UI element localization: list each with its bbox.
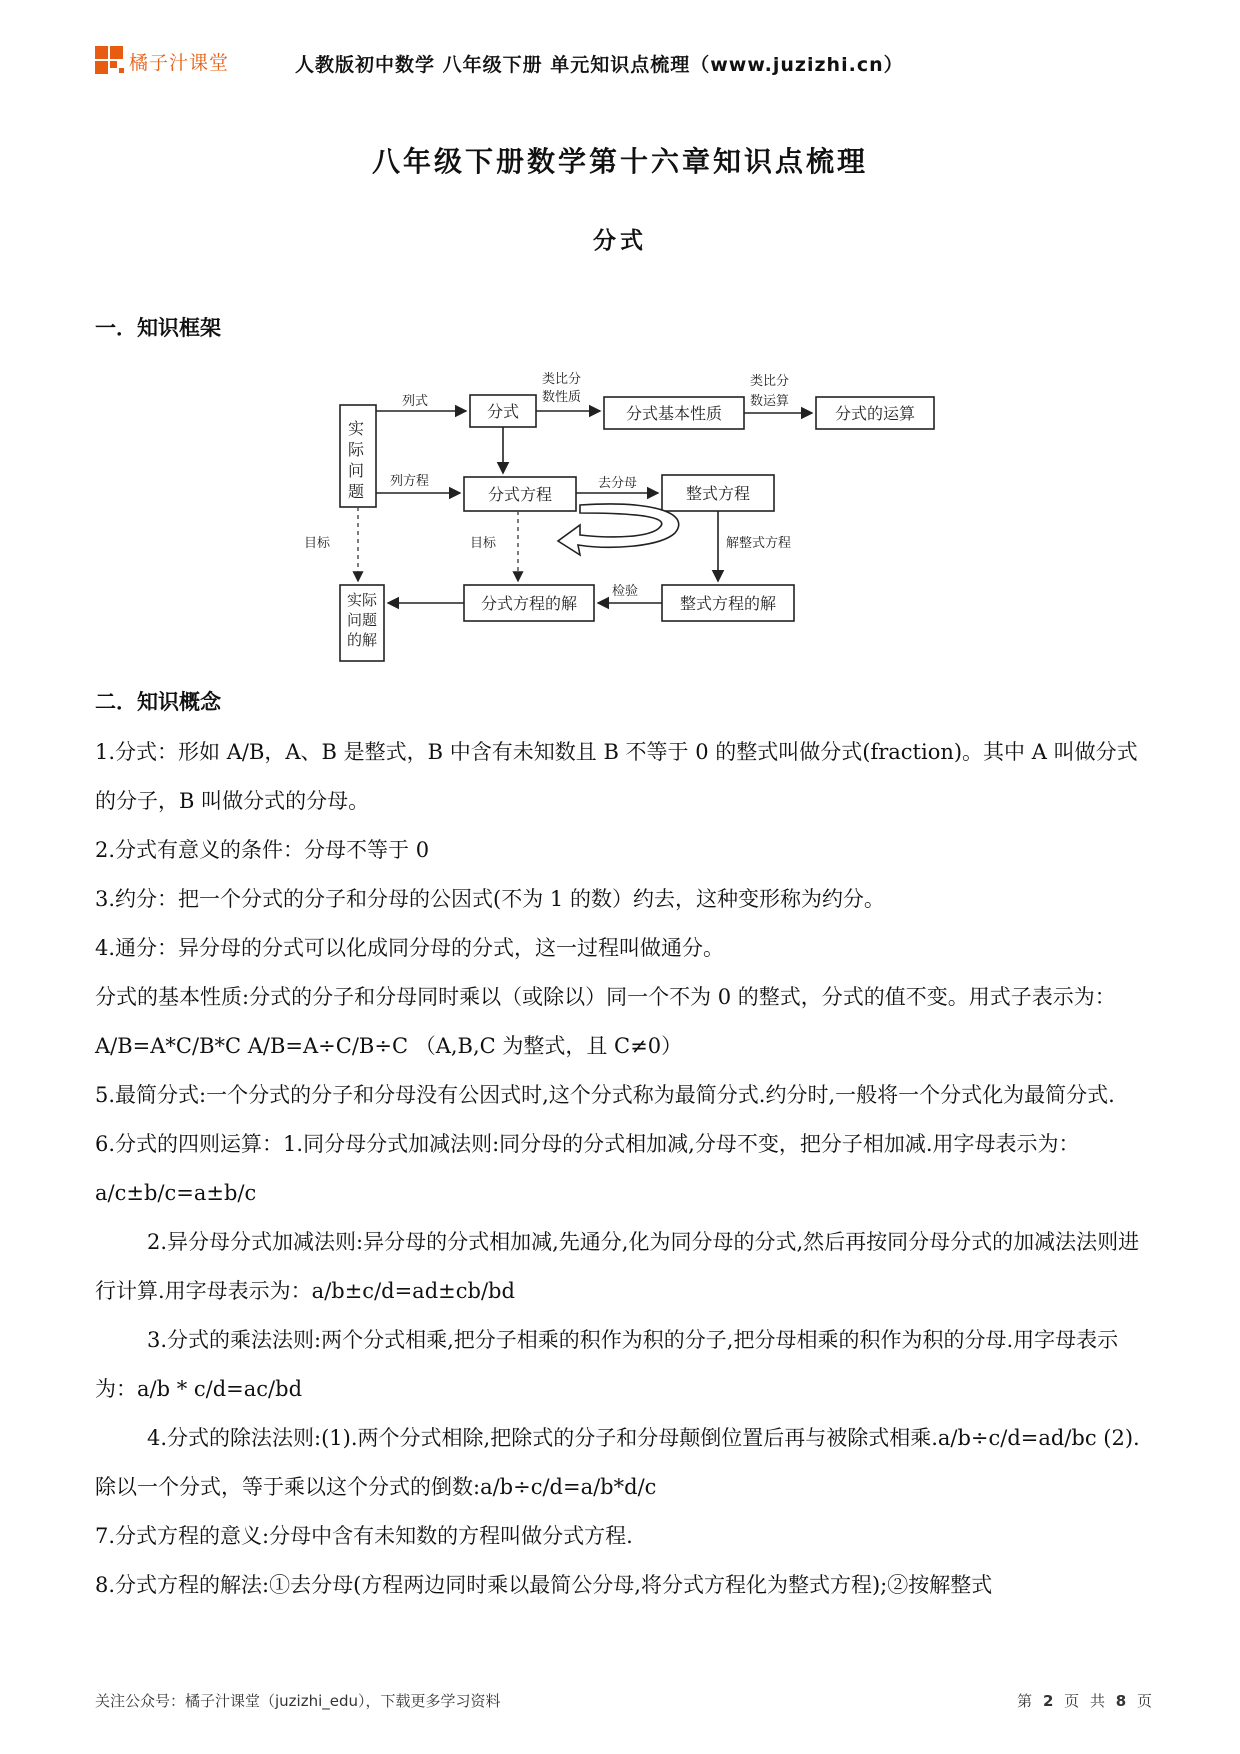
svg-text:目标: 目标 (304, 536, 331, 551)
paragraph: 1.分式：形如 A/B，A、B 是整式，B 中含有未知数且 B 不等于 0 的整式叫做分式(fraction)。其中 A 叫做分式的分子，B 叫做分式的分母。 (95, 740, 1138, 813)
paragraph: 3.分式的乘法法则:两个分式相乘,把分子相乘的积作为积的分子,把分母相乘的积作为积的分母.用字母表示为：a/b * c/d=ac/bd (95, 1328, 1119, 1401)
logo-squares-icon (95, 46, 125, 76)
paragraph: 6.分式的四则运算：1.同分母分式加减法则:同分母的分式相加减,分母不变，把分子相加减.用字母表示为：a/c±b/c=a±b/c (95, 1132, 1080, 1205)
svg-text:问: 问 (347, 461, 365, 480)
svg-text:解整式方程: 解整式方程 (726, 536, 792, 551)
page-subtitle: 分式 (593, 228, 647, 254)
paragraph: 4.分式的除法法则:(1).两个分式相除,把除式的分子和分母颠倒位置后再与被除式相乘.a/b÷c/d=ad/bc (2).除以一个分式，等于乘以这个分式的倒数:a/b÷c/d=a/b*d/c (95, 1426, 1140, 1499)
box-fraction-text: 分式 (486, 402, 520, 421)
svg-text:数性质: 数性质 (542, 390, 582, 405)
svg-text:列式: 列式 (402, 394, 429, 409)
svg-text:数运算: 数运算 (750, 394, 790, 409)
svg-text:检验: 检验 (612, 584, 639, 599)
page-header (95, 44, 1155, 84)
page-title: 八年级下册数学第十六章知识点梳理 (371, 145, 868, 178)
box-fraction-equation-text: 分式方程 (487, 485, 553, 504)
svg-text:的解: 的解 (346, 631, 378, 649)
svg-text:类比分: 类比分 (542, 372, 582, 387)
total-pages: 8 (1115, 1692, 1127, 1710)
box-integral-solution-text: 整式方程的解 (679, 594, 777, 613)
header-title: 人教版初中数学 八年级下册 单元知识点梳理（www.juzizhi.cn） (295, 54, 904, 76)
svg-text:实际: 实际 (346, 591, 378, 609)
logo-text: 橘子汁课堂 (129, 51, 230, 74)
box-operation-text: 分式的运算 (834, 404, 916, 423)
svg-text:目标: 目标 (470, 536, 497, 551)
box-integral-equation-text: 整式方程 (685, 484, 751, 503)
paragraph: 5.最简分式:一个分式的分子和分母没有公因式时,这个分式称为最简分式.约分时,一般将一个分式化为最简分式. (95, 1083, 1115, 1107)
svg-text:列方程: 列方程 (390, 474, 430, 489)
paragraph: 7.分式方程的意义:分母中含有未知数的方程叫做分式方程. (95, 1524, 633, 1548)
paragraph: 分式的基本性质:分式的分子和分母同时乘以（或除以）同一个不为 0 的整式，分式的值不变。用式子表示为：A/B=A*C/B*C A/B=A÷C/B÷C （A,B,C 为整式，且 C≠0） (95, 985, 1116, 1058)
svg-text:去分母: 去分母 (598, 476, 638, 491)
concept-list (95, 728, 1155, 1610)
knowledge-framework-diagram (304, 355, 950, 665)
page-number: 第 2 页 共 8 页 (1017, 1692, 1152, 1710)
paragraph: 4.通分：异分母的分式可以化成同分母的分式，这一过程叫做通分。 (95, 936, 725, 960)
box-fraction-solution-text: 分式方程的解 (480, 594, 578, 613)
svg-text:类比分: 类比分 (750, 374, 790, 389)
paragraph: 8.分式方程的解法:①去分母(方程两边同时乘以最简公分母,将分式方程化为整式方程);②按解整式 (95, 1573, 993, 1597)
section-heading-concepts: 二．知识概念 (95, 690, 221, 714)
brand-logo (95, 46, 229, 76)
box-actual-problem-text: 实 (347, 419, 365, 438)
paragraph: 3.约分：把一个分式的分子和分母的公因式(不为 1 的数）约去，这种变形称为约分。 (95, 887, 885, 911)
current-page: 2 (1042, 1692, 1054, 1710)
paragraph: 2.异分母分式加减法则:异分母的分式相加减,先通分,化为同分母的分式,然后再按同分母分式的加减法法则进行计算.用字母表示为：a/b±c/d=ad±cb/bd (95, 1230, 1140, 1303)
footer-note: 关注公众号：橘子汁课堂（juzizhi_edu），下载更多学习资料 (95, 1692, 501, 1710)
section-heading-framework: 一．知识框架 (95, 316, 221, 340)
svg-text:题: 题 (347, 482, 365, 501)
paragraph: 2.分式有意义的条件：分母不等于 0 (95, 838, 430, 862)
svg-text:际: 际 (347, 440, 365, 459)
svg-text:问题: 问题 (346, 611, 378, 629)
box-basic-property-text: 分式基本性质 (625, 404, 723, 423)
